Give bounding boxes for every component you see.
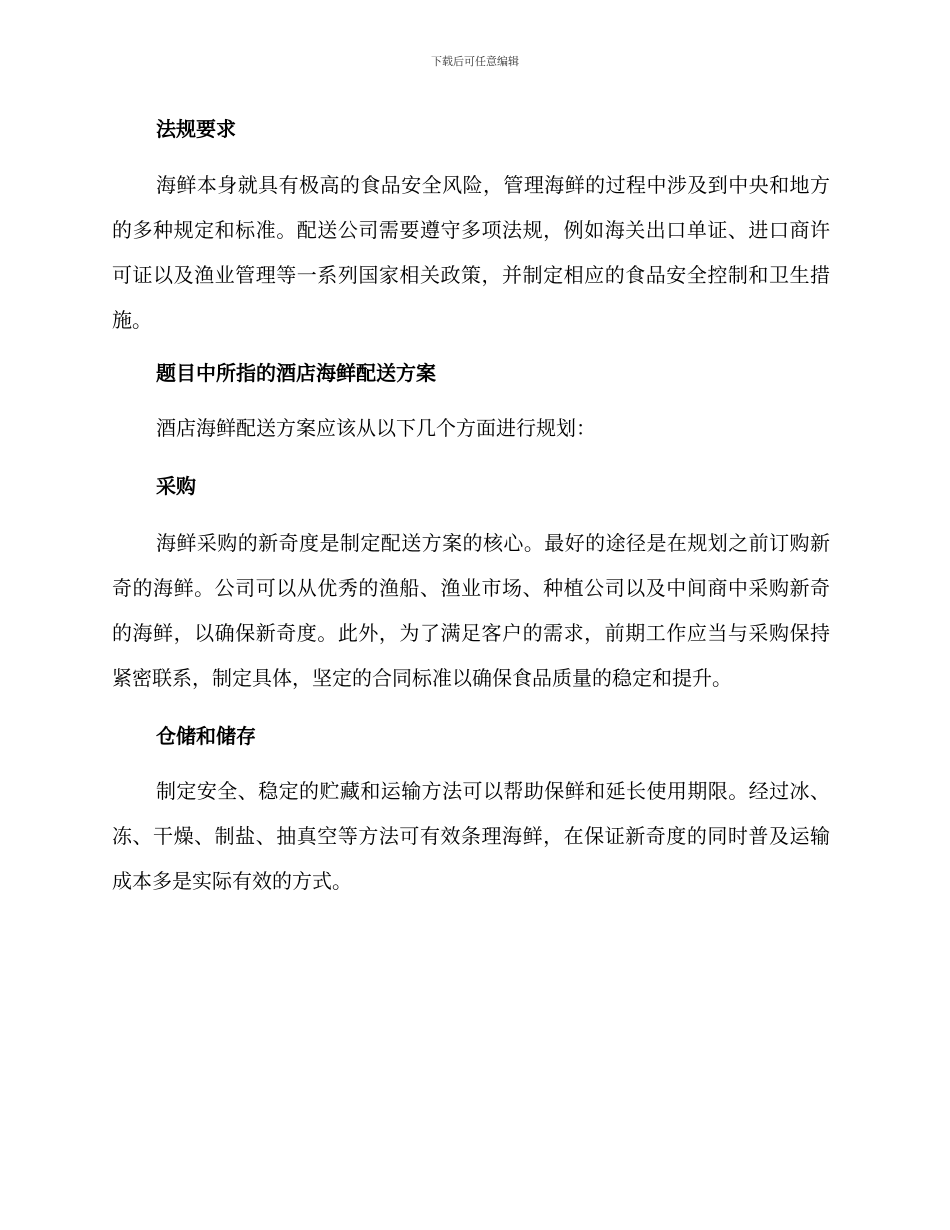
section-paragraph-storage: 制定安全、稳定的贮藏和运输方法可以帮助保鲜和延长使用期限。经过冰、冻、干燥、制盐、抽真空等方法可有效条理海鲜，在保证新奇度的同时普及运输成本多是实际有效的方式。 xyxy=(112,779,830,893)
section-heading-regulations: 法规要求 xyxy=(156,117,236,141)
section-heading-procurement: 采购 xyxy=(156,474,196,498)
section-paragraph-regulations: 海鲜本身就具有极高的食品安全风险，管理海鲜的过程中涉及到中央和地方的多种规定和标准。配送公司需要遵守多项法规，例如海关出口单证、进口商许可证以及渔业管理等一系列国家相关政策，并制定相应的食品安全控制和卫生措施。 xyxy=(112,173,830,332)
section-paragraph-procurement: 海鲜采购的新奇度是制定配送方案的核心。最好的途径是在规划之前订购新奇的海鲜。公司可以从优秀的渔船、渔业市场、种植公司以及中间商中采购新奇的海鲜，以确保新奇度。此外，为了满足客户的需求，前期工作应当与采购保持紧密联系，制定具体，坚定的合同标准以确保食品质量的稳定和提升。 xyxy=(112,531,830,690)
document-body xyxy=(112,110,830,904)
page-header: 下载后可任意编辑 xyxy=(431,55,519,68)
section-heading-delivery-plan: 题目中所指的酒店海鲜配送方案 xyxy=(156,361,436,385)
section-heading-storage: 仓储和储存 xyxy=(156,724,256,748)
section-paragraph-delivery-plan: 酒店海鲜配送方案应该从以下几个方面进行规划： xyxy=(156,416,596,440)
